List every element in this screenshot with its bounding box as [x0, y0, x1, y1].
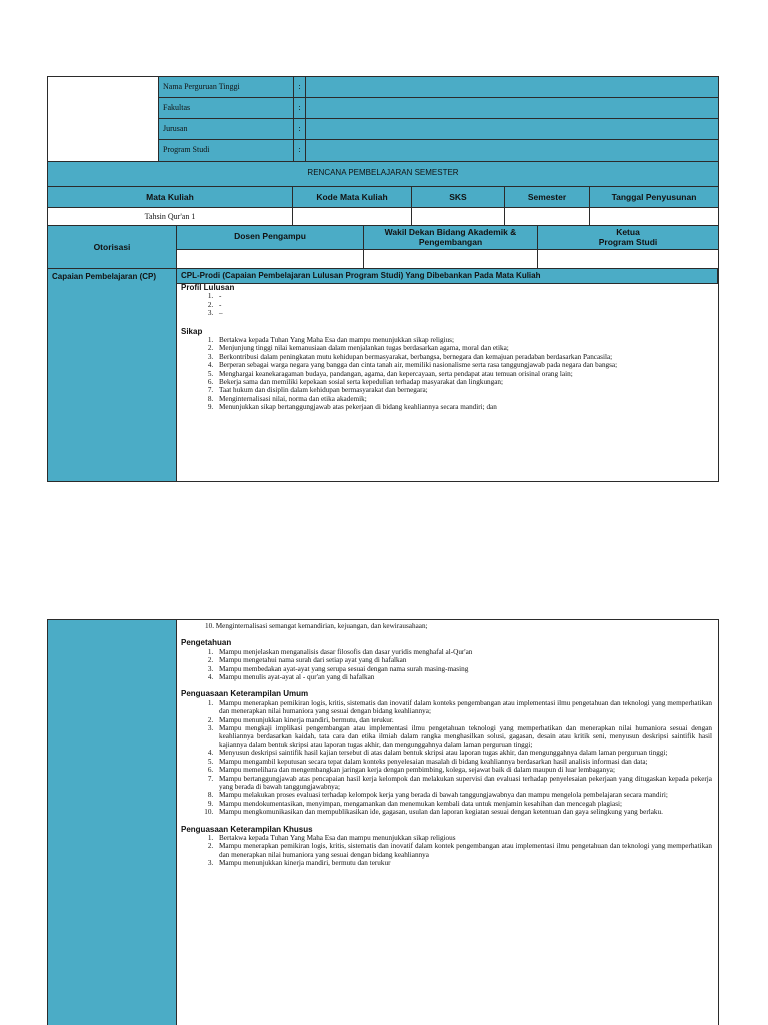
list-item: 6. Mampu memelihara dan mengembangkan jaringan kerja dengan pembimbing, kolega, sejawat baik di dalam maupun di luar lembaganya;	[215, 766, 712, 774]
list-item: 4. Berperan sebagai warga negara yang bangga dan cinta tanah air, memiliki nasionalisme serta rasa tanggungjawab pada negara dan bangsa;	[215, 361, 712, 369]
field-label: Jurusan	[159, 119, 294, 140]
course-code	[293, 208, 412, 226]
cp-body	[177, 284, 718, 482]
cp-body-continued	[177, 620, 718, 1025]
list-item: 2. -	[215, 301, 712, 309]
rps-page-2	[47, 619, 719, 1024]
list-item: 3. Mampu menunjukkan kinerja mandiri, bermutu dan terukur	[215, 859, 712, 867]
rps-page-1	[47, 76, 719, 482]
field-separator: :	[294, 119, 306, 140]
list-item: 1. Mampu menerapkan pemikiran logis, kritis, sistematis dan inovatif dalam konteks pengembangan atau implementasi ilmu pengetahuan dan teknologi yang memperhatikan dan menerapkan nilai humaniora yang sesuai dengan bidang keahliannya;	[215, 699, 712, 716]
otorisasi-block	[47, 226, 719, 269]
cp-heading: CPL-Prodi (Capaian Pembelajaran Lulusan Program Studi) Yang Dibebankan Pada Mata Kuliah	[177, 269, 718, 284]
col-sks: SKS	[412, 187, 505, 208]
cp-block-continued	[47, 619, 719, 1025]
signature-kaprodi	[538, 250, 718, 269]
list-item: 7. Taat hukum dan disiplin dalam kehidupan bermasyarakat dan bernegara;	[215, 386, 712, 394]
rps-title: RENCANA PEMBELAJARAN SEMESTER	[48, 162, 718, 187]
field-row	[159, 98, 718, 119]
signature-wakil-dekan	[364, 250, 538, 269]
field-value	[306, 119, 718, 140]
cp-block	[47, 269, 719, 482]
list-item: 2. Mampu menunjukkan kinerja mandiri, bermutu, dan terukur.	[215, 716, 712, 724]
logo-cell	[48, 77, 159, 161]
rps-title-row	[47, 162, 719, 187]
signer-wakil-dekan: Wakil Dekan Bidang Akademik & Pengembangan	[364, 226, 538, 250]
list-item: 10. Mampu mengkomunikasikan dan mempublikasikan ide, gagasan, usulan dan laporan kegiatan sesuai dengan ketentuan dan gaya selingkung yang berlaku.	[215, 808, 712, 816]
list-item: 3. Berkontribusi dalam peningkatan mutu kehidupan bermasyarakat, berbangsa, bernegara dan kemajuan peradaban berdasarkan Pancasila;	[215, 353, 712, 361]
course-name: Tahsin Qur'an 1	[48, 208, 293, 226]
list-item: 5. Menghargai keanekaragaman budaya, pandangan, agama, dan kepercayaan, serta pendapat atau temuan orisinal orang lain;	[215, 370, 712, 378]
field-label: Fakultas	[159, 98, 294, 119]
col-semester: Semester	[505, 187, 590, 208]
list-item: 9. Mampu mendokumentasikan, menyimpan, mengamankan dan menemukan kembali data untuk menjamin kesahihan dan mencegah plagiasi;	[215, 800, 712, 808]
field-row	[159, 119, 718, 140]
list-item: 3. Mampu mengkaji implikasi pengembangan atau implementasi ilmu pengetahuan teknologi yang memperhatikan dan menerapkan nilai humaniora sesuai dengan keahliannya berdasarkan kaidah, tata cara dan etika ilmiah dalam rangka menghasilkan solusi, gagasan, desain atau kritik seni, menyusun deskripsi saintifik hasil kajiannya dalam bentuk skripsi atau laporan tugas akhir, dan mengunggahnya dalam laman perguruan tinggi;	[215, 724, 712, 749]
pengetahuan-list	[181, 648, 712, 682]
keterampilan-umum-title: Penguasaan Keterampilan Umum	[181, 689, 309, 699]
field-label: Nama Perguruan Tinggi	[159, 77, 294, 98]
course-semester	[505, 208, 590, 226]
profil-lulusan-title: Profil Lulusan	[181, 284, 235, 292]
col-tanggal-penyusunan: Tanggal Penyusunan	[590, 187, 718, 208]
course-table-header	[47, 187, 719, 208]
list-item: 2. Menjunjung tinggi nilai kemanusiaan dalam menjalankan tugas berdasarkan agama, moral dan etika;	[215, 344, 712, 352]
list-item: 2. Mampu menerapkan pemikiran logis, kritis, sistematis dan inovatif dalam kontek pengembangan atau implementasi ilmu pengetahuan dan teknologi yang memperhatikan dan menerapkan nilai humaniora yang sesuai dengan bidang keahliannya	[215, 842, 712, 859]
cp-label: Capaian Pembelajaran (CP)	[48, 269, 177, 482]
course-table-row	[47, 208, 719, 226]
list-item: 8. Mampu melakukan proses evaluasi terhadap kelompok kerja yang berada di bawah tanggungjawabnya dan mampu mengelola pembelajaran secara mandiri;	[215, 791, 712, 799]
list-item: 7. Mampu bertanggungjawab atas pencapaian hasil kerja kelompok dan melakukan supervisi dan evaluasi terhadap penyelesaian pekerjaan yang ditugaskan kepada pekerja yang berada di bawah tanggungjawabnya;	[215, 775, 712, 792]
field-separator: :	[294, 140, 306, 161]
list-item: 1. -	[215, 292, 712, 300]
field-row	[159, 140, 718, 161]
list-item: 1. Bertakwa kepada Tuhan Yang Maha Esa dan mampu menunjukkan sikap religious	[215, 834, 712, 842]
pengetahuan-title: Pengetahuan	[181, 638, 232, 648]
field-value	[306, 98, 718, 119]
list-item: 2. Mampu mengetahui nama surah dari setiap ayat yang di hafalkan	[215, 656, 712, 664]
profil-lulusan-list	[181, 292, 712, 317]
otorisasi-header	[177, 226, 718, 250]
cp-label-continued	[48, 620, 177, 1025]
sikap-title: Sikap	[181, 326, 203, 336]
otorisasi-signers	[177, 226, 718, 269]
otorisasi-label: Otorisasi	[48, 226, 177, 269]
institution-fields	[159, 77, 718, 161]
list-item: 5. Mampu mengambil keputusan secara tepat dalam konteks penyelesaian masalah di bidang keahliannya berdasarkan hasil analisis informasi dan data;	[215, 758, 712, 766]
list-item: 6. Bekerja sama dan memiliki kepekaan sosial serta kepedulian terhadap masyarakat dan lingkungan;	[215, 378, 712, 386]
field-value	[306, 140, 718, 161]
list-item: 1. Mampu menjelaskan menganalisis dasar filosofis dan dasar yuridis menghafal al-Qur'an	[215, 648, 712, 656]
keterampilan-umum-list	[181, 699, 712, 817]
list-item: 9. Menunjukkan sikap bertanggungjawab atas pekerjaan di bidang keahliannya secara mandiri; dan	[215, 403, 712, 411]
sikap-list	[181, 336, 712, 412]
keterampilan-khusus-title: Penguasaan Keterampilan Khusus	[181, 824, 313, 834]
col-kode-mata-kuliah: Kode Mata Kuliah	[293, 187, 412, 208]
cp-content	[177, 269, 718, 482]
signer-dosen: Dosen Pengampu	[177, 226, 364, 250]
list-item: 3. –	[215, 309, 712, 317]
otorisasi-signature-row	[177, 250, 718, 269]
field-separator: :	[294, 77, 306, 98]
field-separator: :	[294, 98, 306, 119]
field-label: Program Studi	[159, 140, 294, 161]
field-row	[159, 77, 718, 98]
list-item: 3. Mampu membedakan ayat-ayat yang serupa sesuai dengan nama surah masing-masing	[215, 665, 712, 673]
list-item: 4. Menyusun deskripsi saintifik hasil kajian tersebut di atas dalam bentuk skripsi atau laporan tugas akhir, dan mengunggahnya dalam laman perguruan tinggi;	[215, 749, 712, 757]
list-item: 4. Mampu menulis ayat-ayat al - qur'an yang di hafalkan	[215, 673, 712, 681]
sikap-item-10: 10. Menginternalisasi semangat kemandirian, kejuangan, dan kewirausahaan;	[205, 622, 428, 630]
keterampilan-khusus-list	[181, 834, 712, 868]
institution-header	[47, 76, 719, 162]
field-value	[306, 77, 718, 98]
signer-kaprodi: Ketua Program Studi	[538, 226, 718, 250]
course-sks	[412, 208, 505, 226]
course-date	[590, 208, 718, 226]
list-item: 1. Bertakwa kepada Tuhan Yang Maha Esa dan mampu menunjukkan sikap religius;	[215, 336, 712, 344]
signature-dosen	[177, 250, 364, 269]
list-item: 8. Menginternalisasi nilai, norma dan etika akademik;	[215, 395, 712, 403]
col-mata-kuliah: Mata Kuliah	[48, 187, 293, 208]
